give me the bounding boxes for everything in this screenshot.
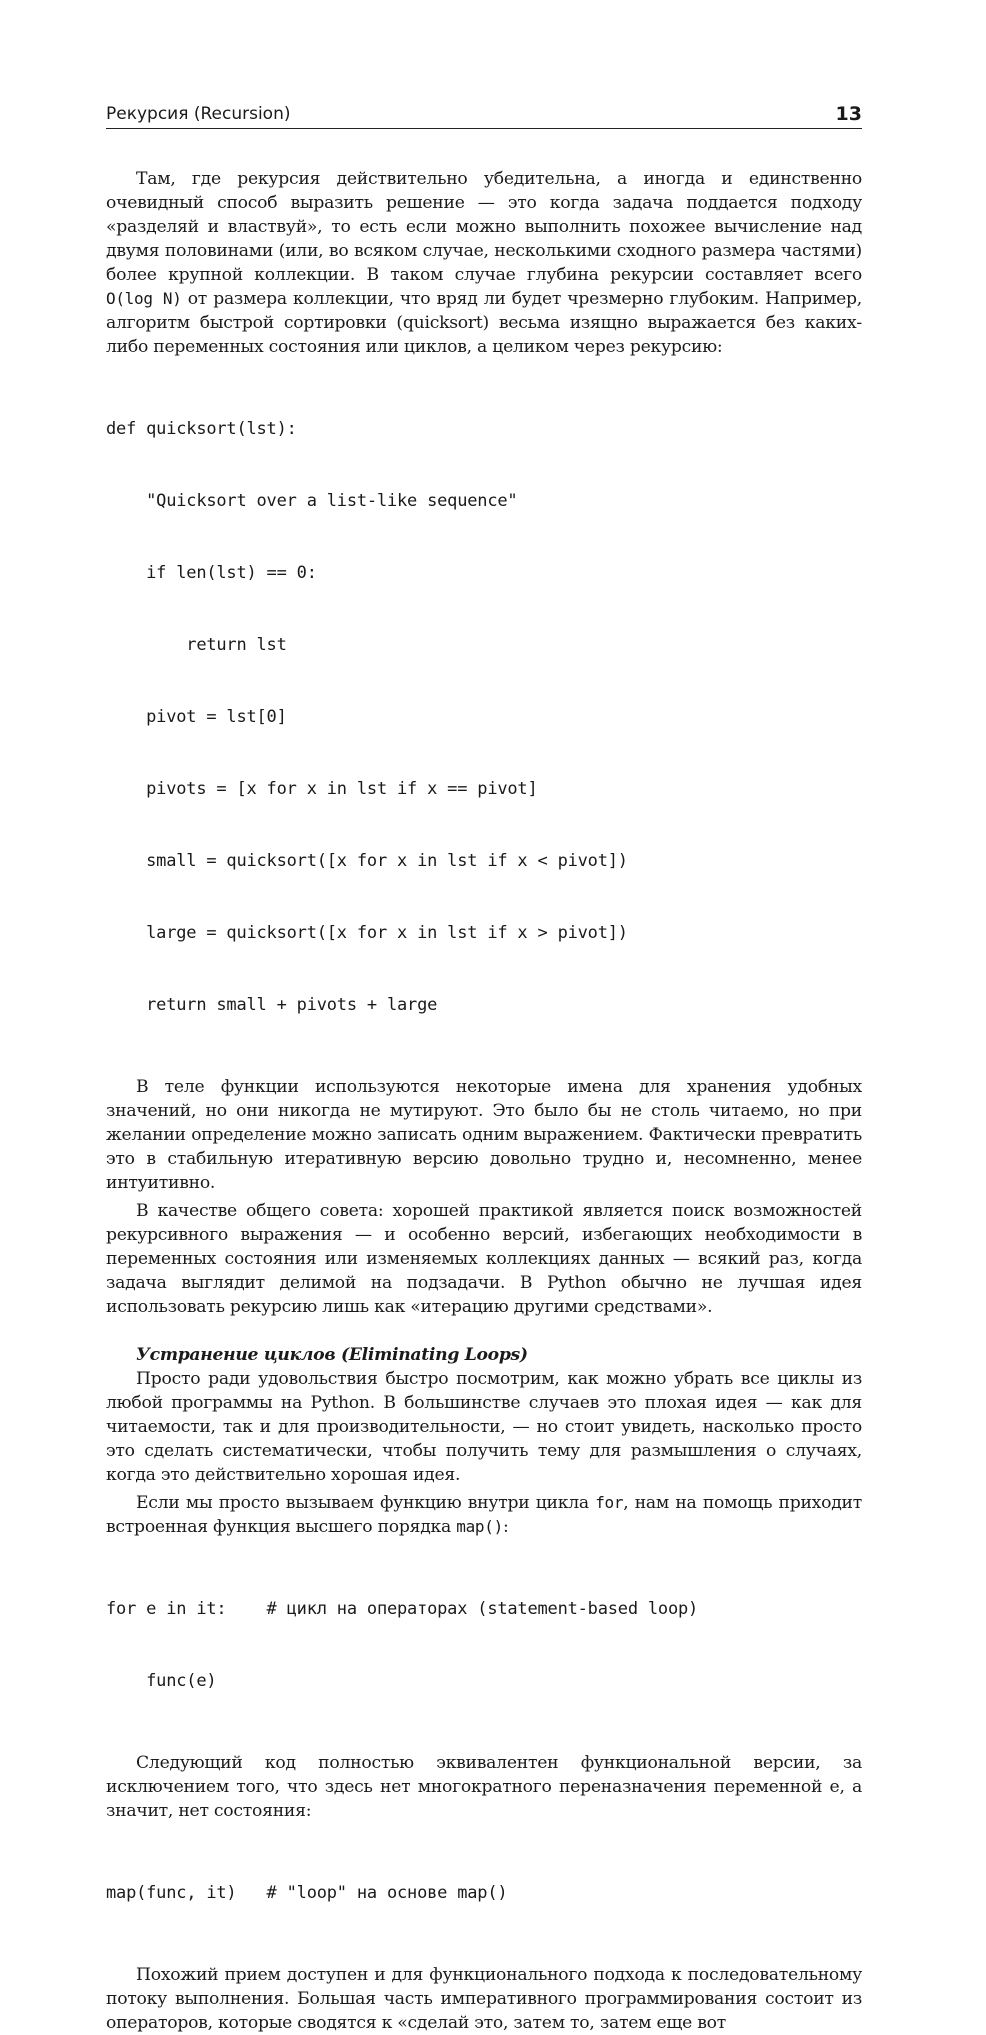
code-line: pivot = lst[0] [106,707,287,727]
code-line: return small + pivots + large [106,995,438,1015]
paragraph-divide-and-conquer [106,167,862,359]
code-line: func(e) [106,1671,217,1691]
paragraph-text: , нам на помощь приходит встроенная функция высшего порядка [106,1493,862,1537]
code-line: for e in it: # цикл на операторах (statement-based loop) [106,1599,699,1619]
code-line: small = quicksort([x for x in lst if x < pivot]) [106,851,628,871]
code-block-quicksort [106,369,862,1065]
section-heading: Устранение циклов (Eliminating Loops) [136,1345,528,1365]
paragraph-text: : [502,1517,509,1537]
paragraph-text: от размера коллекции, что вряд ли будет чрезмерно глубоким. Например, алгоритм быстрой сортировки (quicksort) весьма изящно выражается без каких-либо переменных состояния или циклов, а целиком через рекурсию: [106,289,862,357]
paragraph-map-intro [106,1491,862,1539]
paragraph-function-body: В теле функции используются некоторые имена для хранения удобных значений, но они никогда не мутируют. Это было бы не столь читаемо, но при желании определение можно записать одним выражением. Фактически превратить это в стабильную итеративную версию довольно трудно и, несомненно, менее интуитивно. [106,1077,862,1193]
code-line: pivots = [x for x in lst if x == pivot] [106,779,538,799]
paragraph-general-advice: В качестве общего совета: хорошей практикой является поиск возможностей рекурсивного выражения — и особенно версий, избегающих необходимости в переменных состояния или изменяемых коллекциях данных — всякий раз, когда задача выглядит делимой на подзадачи. В Python обычно не лучшая идея использовать рекурсию лишь как «итерацию другими средствами». [106,1201,862,1317]
running-header [106,98,862,129]
code-line: map(func, it) # "loop" на основе map() [106,1883,508,1903]
paragraph-equivalent: Следующий код полностью эквивалентен функциональной версии, за исключением того, что здесь нет многократного переназначения переменной e, а значит, нет состояния: [106,1753,862,1821]
chapter-title: Рекурсия (Recursion) [106,104,291,124]
code-block-map [106,1833,862,1953]
code-line: "Quicksort over a list-like sequence" [106,491,518,511]
paragraph-text: Если мы просто вызываем функцию внутри цикла [136,1493,596,1513]
paragraph-sequential-flow: Похожий прием доступен и для функционального подхода к последовательному потоку выполнения. Большая часть императивного программирования состоит из операторов, которые сводятся к «сделай это, затем то, затем еще вот [106,1965,862,2033]
inline-code: for [595,1493,624,1512]
code-block-for-loop [106,1549,862,1741]
code-line: return lst [106,635,287,655]
paragraph-remove-loops: Просто ради удовольствия быстро посмотрим, как можно убрать все циклы из любой программы на Python. В большинстве случаев это плохая идея — как для читаемости, так и для производительности, — но стоит увидеть, насколько просто это сделать систематически, чтобы получить тему для размышления о случаях, когда это действительно хорошая идея. [106,1369,862,1485]
code-line: if len(lst) == 0: [106,563,317,583]
code-line: def quicksort(lst): [106,419,297,439]
book-page [106,98,862,2035]
code-line: large = quicksort([x for x in lst if x > pivot]) [106,923,628,943]
inline-code: map() [456,1517,503,1536]
paragraph-text: Там, где рекурсия действительно убедительна, а иногда и единственно очевидный способ выразить решение — это когда задача поддается подходу «разделяй и властвуй», то есть если можно выполнить похожее вычисление над двумя половинами (или, во всяком случае, несколькими сходного размера частями) более крупной коллекции. В таком случае глубина рекурсии составляет всего [106,169,862,285]
inline-code: O(log N) [106,289,182,308]
page-body [106,167,862,2035]
page-number: 13 [835,103,862,125]
